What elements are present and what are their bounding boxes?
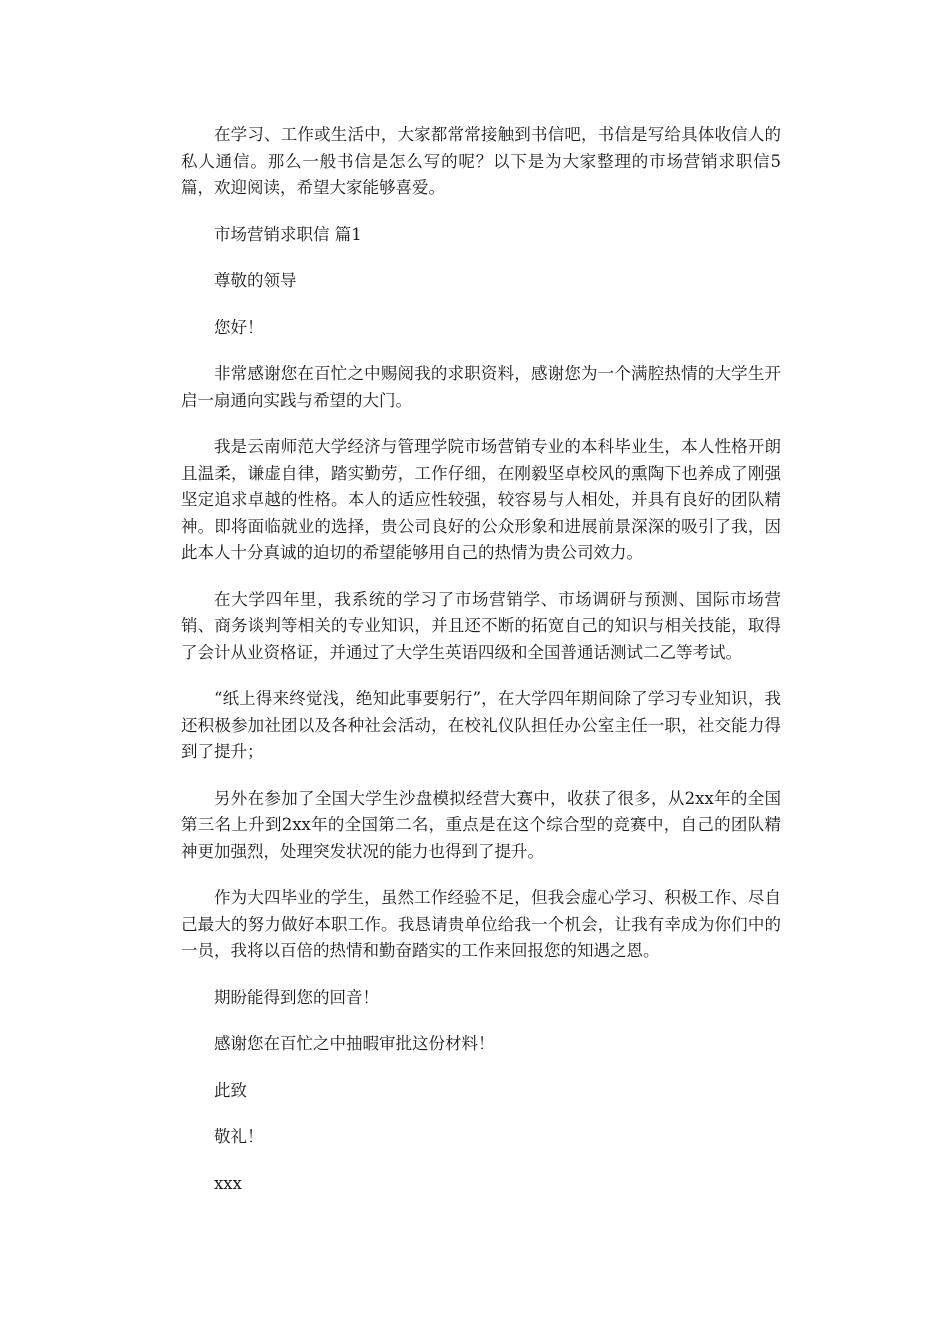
body-paragraph-study: 在大学四年里，我系统的学习了市场营销学、市场调研与预测、国际市场营销、商务谈判等相关的专业知识，并且还不断的拓宽自己的知识与相关技能，取得了会计从业资格证，并通过了大学生英语四级和全国普通话测试二乙等考试。 bbox=[181, 589, 781, 662]
body-paragraph-request: 作为大四毕业的学生，虽然工作经验不足，但我会虚心学习、积极工作、尽自己最大的努力做好本职工作。我恳请贵单位给我一个机会，让我有幸成为你们中的一员，我将以百倍的热情和勤奋踏实的工作来回报您的知遇之恩。 bbox=[181, 888, 781, 960]
closing-hope: 期盼能得到您的回音！ bbox=[214, 987, 379, 1007]
closing-cizhi: 此致 bbox=[214, 1080, 247, 1100]
salutation: 尊敬的领导 bbox=[214, 271, 297, 290]
closing-thanks: 感谢您在百忙之中抽暇审批这份材料！ bbox=[214, 1034, 495, 1053]
body-paragraph-thanks: 非常感谢您在百忙之中赐阅我的求职资料，感谢您为一个满腔热情的大学生开启一扇通向实践与希望的大门。 bbox=[181, 364, 781, 410]
intro-paragraph: 在学习、工作或生活中，大家都常常接触到书信吧，书信是写给具体收信人的私人通信。那么一般书信是怎么写的呢？以下是为大家整理的市场营销求职信5篇，欢迎阅读，希望大家能够喜爱。 bbox=[181, 125, 781, 197]
greeting: 您好！ bbox=[214, 317, 264, 337]
closing-jingli: 敬礼！ bbox=[214, 1127, 264, 1146]
body-paragraph-activities: “纸上得来终觉浅，绝知此事要躬行”，在大学四年期间除了学习专业知识，我还积极参加社团以及各种社会活动，在校礼仪队担任办公室主任一职，社交能力得到了提升； bbox=[181, 689, 781, 761]
body-paragraph-competition: 另外在参加了全国大学生沙盘模拟经营大赛中，收获了很多，从2xx年的全国第三名上升到2xx年的全国第二名，重点是在这个综合型的竞赛中，自己的团队精神更加强烈，处理突发状况的能力也得到了提升。 bbox=[181, 788, 781, 861]
document-page bbox=[181, 122, 781, 1217]
body-paragraph-self-intro: 我是云南师范大学经济与管理学院市场营销专业的本科毕业生，本人性格开朗且温柔，谦虚自律，踏实勤劳，工作仔细，在刚毅坚卓校风的熏陶下也养成了刚强坚定追求卓越的性格。本人的适应性较强，较容易与人相处，并具有良好的团队精神。即将面临就业的选择，贵公司良好的公众形象和进展前景深深的吸引了我，因此本人十分真诚的迫切的希望能够用自己的热情为贵公司效力。 bbox=[181, 437, 781, 562]
letter-heading: 市场营销求职信 篇1 bbox=[214, 224, 362, 244]
signature: xxx bbox=[214, 1173, 242, 1193]
